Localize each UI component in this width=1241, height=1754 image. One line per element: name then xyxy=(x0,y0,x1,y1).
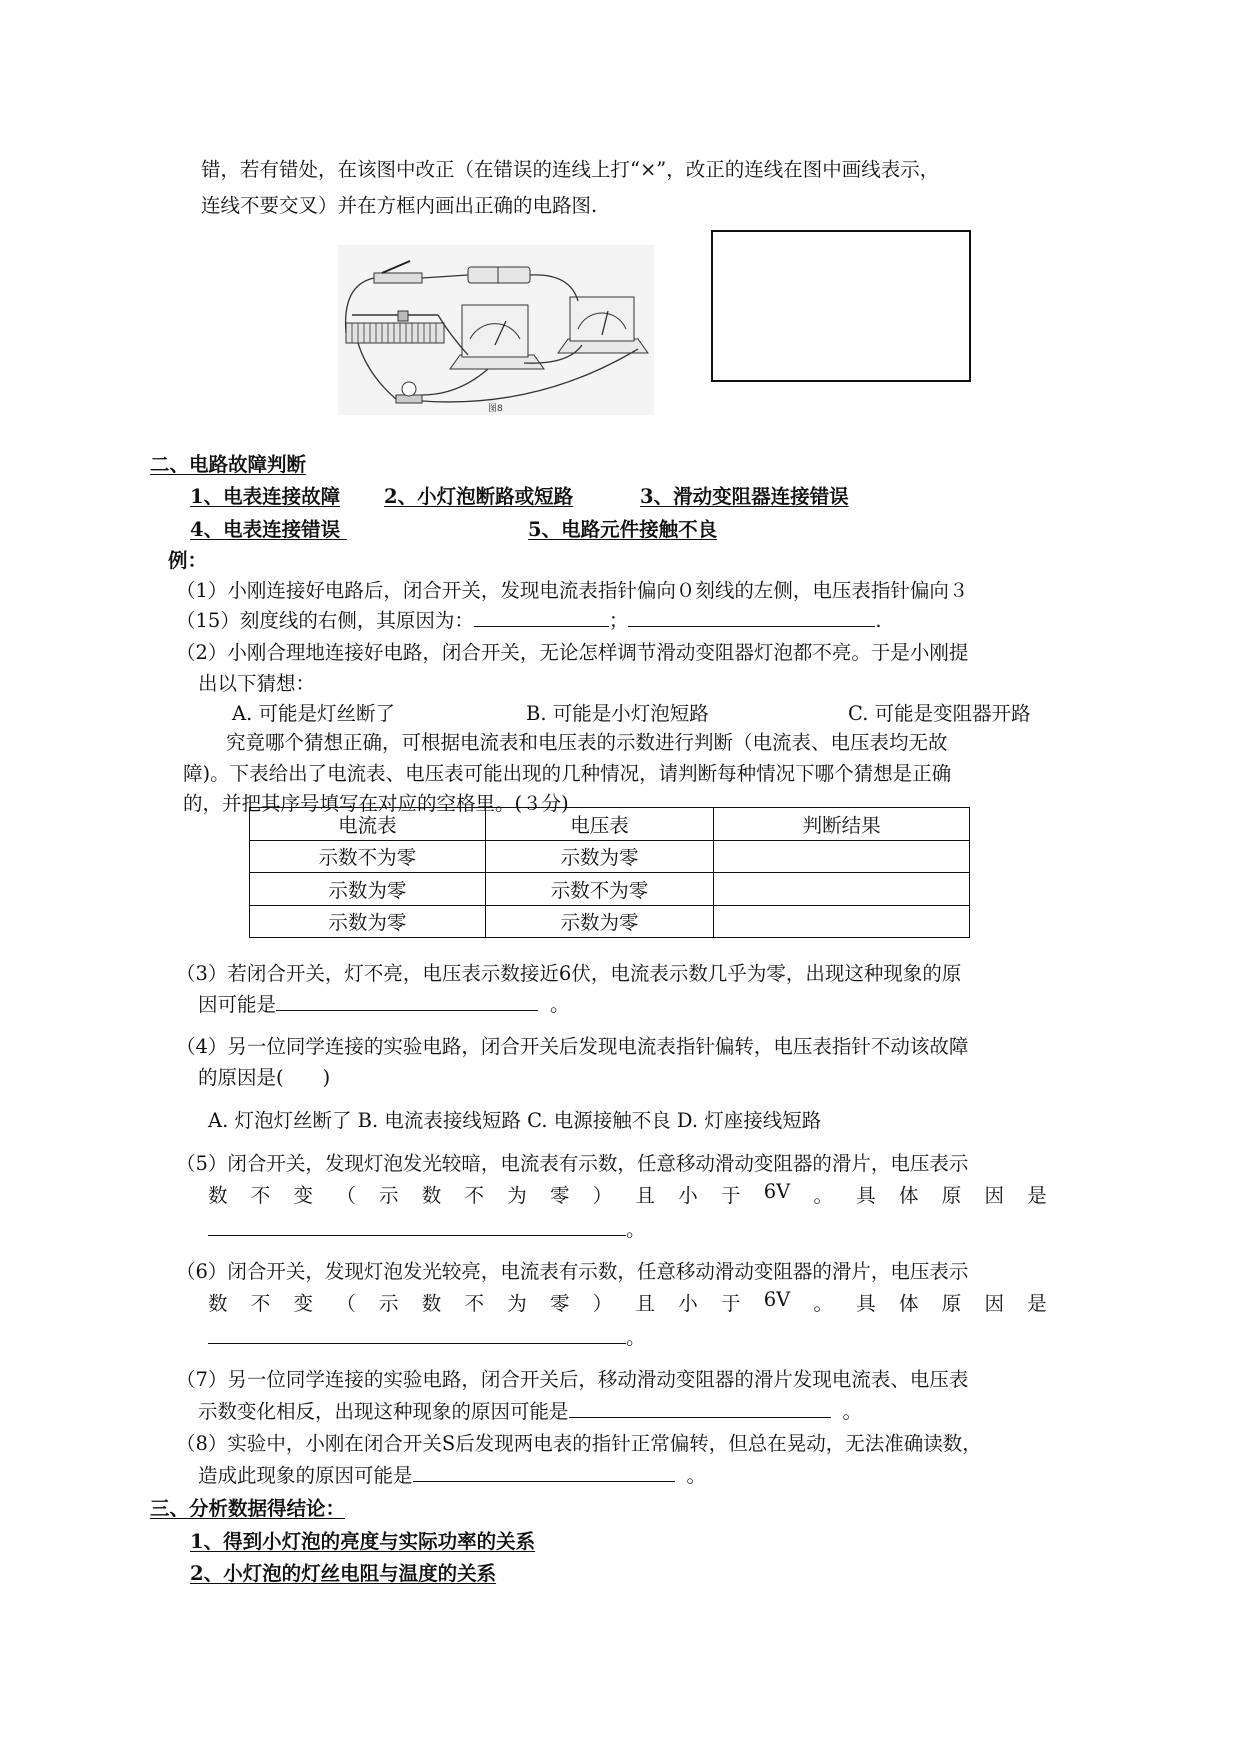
q6-char: （ xyxy=(336,1292,356,1315)
q7-end: 。 xyxy=(842,1400,863,1423)
q7-line1: （7）另一位同学连接的实验电路，闭合开关后，移动滑动变阻器的滑片发现电流表、电压表 xyxy=(176,1368,969,1391)
q3-line2 xyxy=(198,989,570,1017)
q5-char: 数 xyxy=(208,1184,228,1207)
q6-char: 变 xyxy=(293,1292,314,1315)
q1-line2 xyxy=(176,605,882,633)
section2-item5: 5、电路元件接触不良 xyxy=(528,518,718,541)
q5-char: 不 xyxy=(464,1184,485,1207)
section3-item1: 1、得到小灯泡的亮度与实际功率的关系 xyxy=(190,1530,536,1553)
example-label: 例： xyxy=(168,549,208,572)
q6-char: 数 xyxy=(208,1292,228,1315)
q6-char: 原 xyxy=(941,1292,962,1315)
q6-char: 数 xyxy=(421,1292,442,1315)
section2-item4-wrap xyxy=(190,514,466,542)
q5-end: 。 xyxy=(626,1218,646,1241)
q8-line2 xyxy=(198,1460,706,1488)
table-answer-cell[interactable] xyxy=(714,905,970,938)
q6-char: 。 xyxy=(813,1292,833,1315)
q5-char: 为 xyxy=(507,1184,527,1207)
q1-end: . xyxy=(875,609,882,632)
q7-blank[interactable] xyxy=(569,1397,831,1418)
q1-line2-text: （15）刻度线的右侧，其原因为： xyxy=(176,609,474,632)
q6-char: 零 xyxy=(550,1292,570,1315)
q3-blank[interactable] xyxy=(276,990,538,1011)
figure-caption: 图8 xyxy=(488,404,503,414)
q5-char: 体 xyxy=(898,1184,919,1207)
q2-line3: 究竟哪个猜想正确，可根据电流表和电压表的示数进行判断（电流表、电压表均无故 xyxy=(226,731,948,754)
q4-line2: 的原因是( ) xyxy=(198,1066,331,1089)
q1-sep: ； xyxy=(608,609,629,632)
table-cell: 示数不为零 xyxy=(485,873,714,906)
q6-line3 xyxy=(208,1322,646,1350)
judgement-table xyxy=(249,807,970,938)
q3-line1: （3）若闭合开关，灯不亮，电压表示数接近6伏，电流表示数几乎为零，出现这种现象的原 xyxy=(176,962,962,985)
q6-char: 6V xyxy=(763,1288,791,1311)
q5-char: 数 xyxy=(421,1184,442,1207)
q8-end: 。 xyxy=(686,1464,707,1487)
q6-char: 示 xyxy=(379,1292,399,1315)
table-cell: 示数为零 xyxy=(485,905,714,938)
q5-char: 因 xyxy=(984,1184,1004,1207)
q6-char: 且 xyxy=(635,1292,656,1315)
table-cell: 示数为零 xyxy=(485,840,714,873)
section2-title: 二、电路故障判断 xyxy=(150,453,307,476)
q5-char: 小 xyxy=(678,1184,698,1207)
q5-char: （ xyxy=(336,1184,356,1207)
q6-char: 小 xyxy=(678,1292,698,1315)
q6-line2 xyxy=(208,1288,1047,1316)
q5-char: 且 xyxy=(635,1184,656,1207)
q3-end: 。 xyxy=(550,993,570,1016)
table-row xyxy=(250,905,970,938)
section3-item2: 2、小灯泡的灯丝电阻与温度的关系 xyxy=(190,1562,497,1585)
q5-blank[interactable] xyxy=(208,1215,626,1236)
q4-line1: （4）另一位同学连接的实验电路，闭合开关后发现电流表指针偏转，电压表指针不动该故障 xyxy=(176,1035,969,1058)
section2-item3: 3、滑动变阻器连接错误 xyxy=(640,485,849,508)
table-cell: 示数不为零 xyxy=(250,840,486,873)
table-cell: 示数为零 xyxy=(250,905,486,938)
voltmeter-icon xyxy=(558,297,648,353)
q5-char: 零 xyxy=(550,1184,570,1207)
table-header: 电压表 xyxy=(485,808,714,841)
q5-line2 xyxy=(208,1180,1047,1208)
table-answer-cell[interactable] xyxy=(714,873,970,906)
q5-char: 变 xyxy=(293,1184,314,1207)
section3-title: 三、分析数据得结论： xyxy=(150,1497,346,1520)
q2-line2: 出以下猜想： xyxy=(198,672,316,695)
circuit-drawing-box[interactable] xyxy=(711,230,971,382)
q6-blank[interactable] xyxy=(208,1323,626,1344)
intro-line-1: 错，若有错处，在该图中改正（在错误的连线上打“×”，改正的连线在图中画线表示， xyxy=(201,158,940,181)
q2-option-c: C. 可能是变阻器开路 xyxy=(848,702,1031,725)
q5-char: 具 xyxy=(856,1184,876,1207)
q8-line1: （8）实验中，小刚在闭合开关S后发现两电表的指针正常偏转，但总在晃动，无法准确读数， xyxy=(176,1432,982,1455)
q6-end: 。 xyxy=(626,1326,646,1349)
table-header: 电流表 xyxy=(250,808,486,841)
q6-char: 具 xyxy=(856,1292,876,1315)
q5-char: 是 xyxy=(1027,1184,1047,1207)
q6-char: 是 xyxy=(1027,1292,1047,1315)
q5-line1: （5）闭合开关，发现灯泡发光较暗，电流表有示数，任意移动滑动变阻器的滑片，电压表示 xyxy=(176,1152,969,1175)
q4-options: A. 灯泡灯丝断了 B. 电流表接线短路 C. 电源接触不良 D. 灯座接线短路 xyxy=(208,1109,822,1132)
table-row xyxy=(250,873,970,906)
q1-blank-1[interactable] xyxy=(474,606,609,627)
q2-line4: 障)。下表给出了电流表、电压表可能出现的几种情况，请判断每种情况下哪个猜想是正确 xyxy=(183,762,952,785)
q5-char: 原 xyxy=(941,1184,962,1207)
intro-line-2: 连线不要交叉）并在方框内画出正确的电路图. xyxy=(201,194,598,217)
q5-char: 示 xyxy=(379,1184,399,1207)
table-answer-cell[interactable] xyxy=(714,840,970,873)
table-header-row xyxy=(250,808,970,841)
q5-char: 。 xyxy=(813,1184,833,1207)
battery-icon xyxy=(468,267,530,283)
q5-char: 不 xyxy=(250,1184,271,1207)
q1-blank-2[interactable] xyxy=(628,606,875,627)
q6-char: 为 xyxy=(507,1292,527,1315)
section2-item4: 4、电表连接错误 xyxy=(190,518,341,541)
q7-line2-text: 示数变化相反，出现这种现象的原因可能是 xyxy=(198,1400,569,1423)
q6-char: 因 xyxy=(984,1292,1004,1315)
q2-line1: （2）小刚合理地连接好电路，闭合开关，无论怎样调节滑动变阻器灯泡都不亮。于是小刚提 xyxy=(176,641,969,664)
section2-item1: 1、电表连接故障 xyxy=(190,485,341,508)
section2-item4-underline xyxy=(340,518,466,541)
section2-item2: 2、小灯泡断路或短路 xyxy=(384,485,574,508)
q2-option-a: A. 可能是灯丝断了 xyxy=(232,702,395,725)
table-cell: 示数为零 xyxy=(250,873,486,906)
q6-char: 不 xyxy=(250,1292,271,1315)
q5-char: 6V xyxy=(763,1180,791,1203)
q8-line2-text: 造成此现象的原因可能是 xyxy=(198,1464,413,1487)
q6-char: 不 xyxy=(464,1292,485,1315)
q5-char: 于 xyxy=(721,1184,741,1207)
circuit-figure xyxy=(338,245,654,415)
q8-blank[interactable] xyxy=(413,1461,675,1482)
q2-option-b: B. 可能是小灯泡短路 xyxy=(526,702,709,725)
q6-line1: （6）闭合开关，发现灯泡发光较亮，电流表有示数，任意移动滑动变阻器的滑片，电压表示 xyxy=(176,1260,969,1283)
q2-line5: 的，并把其序号填写在对应的空格里。(３分) xyxy=(183,792,569,815)
q5-char: ） xyxy=(592,1184,613,1207)
q7-line2 xyxy=(198,1396,862,1424)
q6-char: 于 xyxy=(721,1292,741,1315)
q1-line1: （1）小刚连接好电路后，闭合开关，发现电流表指针偏向０刻线的左侧，电压表指针偏向３ xyxy=(176,579,969,602)
q6-char: 体 xyxy=(898,1292,919,1315)
q3-line2-text: 因可能是 xyxy=(198,993,277,1016)
table-header: 判断结果 xyxy=(714,808,970,841)
table-row xyxy=(250,840,970,873)
q6-char: ） xyxy=(592,1292,613,1315)
q5-line3 xyxy=(208,1214,646,1242)
